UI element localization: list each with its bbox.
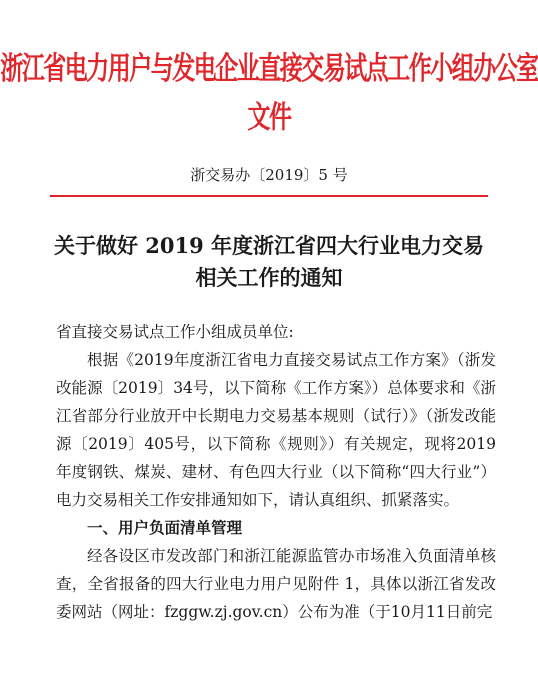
body-paragraph-2: 经各设区市发改部门和浙江能源监管办市场准入负面清单核查，全省报备的四大行业电力用户见附件 1，具体以浙江省发改委网站（网址：fzggw.zj.gov.cn）公布为准（于10月11日前完 (56, 547, 496, 621)
notice-title (0, 230, 538, 294)
body-paragraph-1: 根据《2019年度浙江省电力直接交易试点工作方案》（浙发改能源〔2019〕34号，以下简称《工作方案》）总体要求和《浙江省部分行业放开中长期电力交易基本规则（试行）》（浙发改能源〔2019〕405号，以下简称《规则》）有关规定，现将2019年度钢铁、煤炭、建材、有色四大行业（以下简称“四大行业”）电力交易相关工作安排通知如下，请认真组织、抓紧落实。 (56, 351, 496, 509)
document-number: 浙交易办〔2019〕5 号 (190, 166, 348, 184)
red-divider (50, 195, 488, 197)
document-header-title: 浙江省电力用户与发电企业直接交易试点工作小组办公室文件 (0, 52, 538, 136)
notice-title-line-1: 关于做好 2019 年度浙江省四大行业电力交易 (53, 233, 485, 258)
section-heading-1: 一、用户负面清单管理 (87, 519, 243, 537)
notice-title-line-2: 相关工作的通知 (195, 265, 343, 290)
document-body (56, 318, 496, 626)
salutation: 省直接交易试点工作小组成员单位: (56, 323, 294, 341)
